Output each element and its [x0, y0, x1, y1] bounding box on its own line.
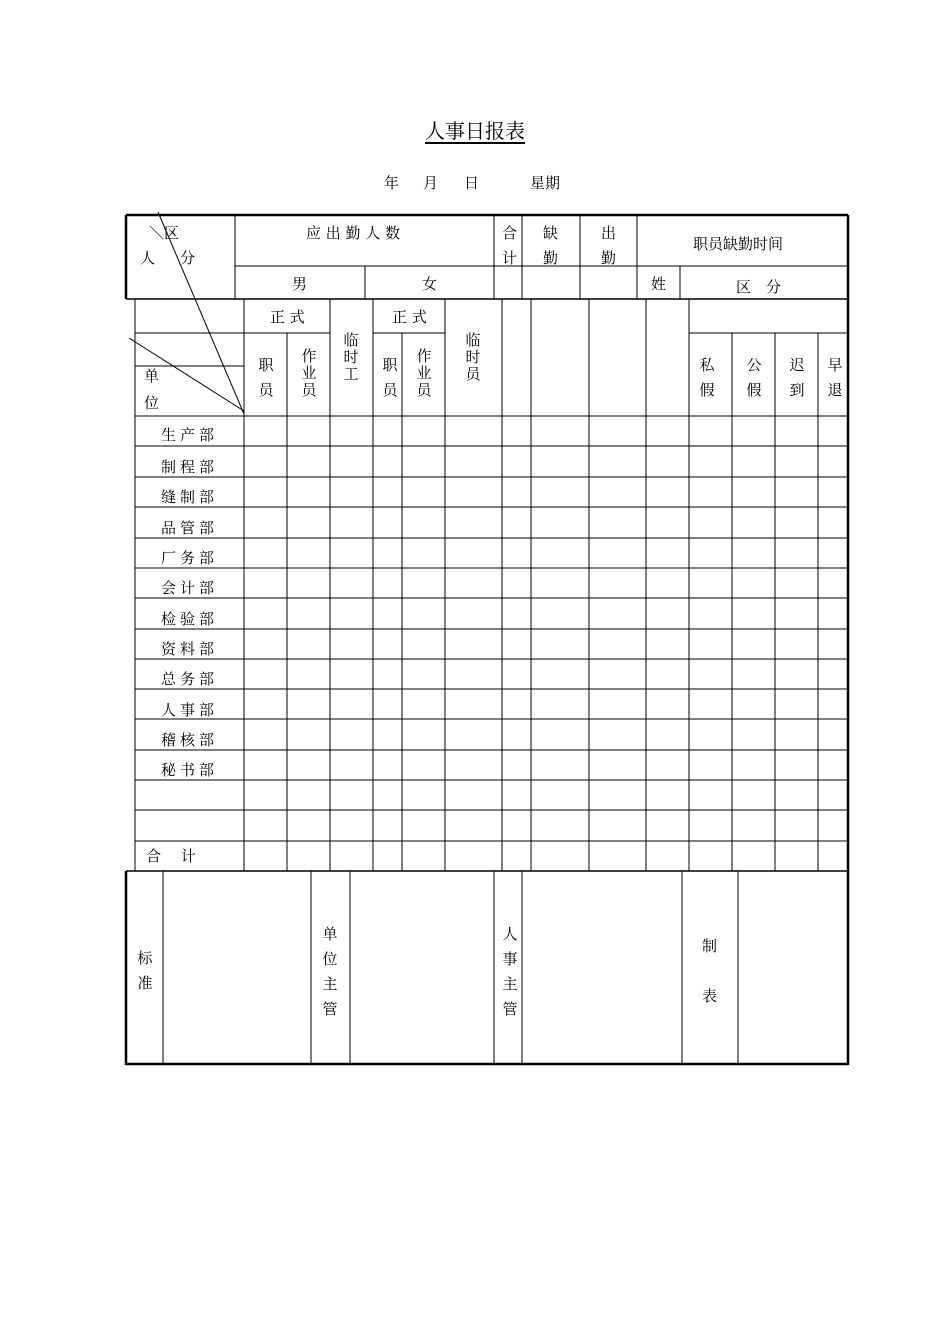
total-row-label: 合 计 — [146, 847, 196, 865]
prepared-by-label-bottom: 表 — [702, 987, 718, 1005]
total-header-top: 合 — [502, 224, 518, 242]
department-row-label: 生产部 — [161, 426, 219, 444]
department-row-label: 秘书部 — [161, 761, 219, 779]
male-worker-header: 作 业 员 — [301, 347, 317, 399]
corner-person-label: 人 — [140, 249, 156, 267]
date-day: 日 — [464, 174, 480, 192]
personal-leave-header: 私 假 — [699, 356, 715, 399]
department-row-label: 人事部 — [161, 701, 219, 719]
present-header-bottom: 勤 — [601, 249, 617, 267]
total-header-bottom: 计 — [502, 249, 518, 267]
temp-staff-header: 临 时 员 — [465, 331, 481, 383]
department-row-label: 品管部 — [161, 519, 219, 537]
department-row-label: 厂务部 — [161, 549, 219, 567]
department-row-label: 制程部 — [161, 458, 219, 476]
department-row-label: 检验部 — [161, 610, 219, 628]
unit-head-label: 单 位 主 管 — [322, 925, 338, 1018]
absent-header-top: 缺 — [543, 224, 559, 242]
standard-label: 标 准 — [137, 949, 153, 992]
early-leave-header: 早 退 — [827, 356, 843, 399]
department-row-label: 总务部 — [161, 670, 219, 688]
date-month: 月 — [423, 174, 439, 192]
date-year: 年 — [384, 174, 400, 192]
late-header: 迟 到 — [789, 356, 805, 399]
unit-label-top: 单 — [144, 367, 160, 385]
male-header: 男 — [292, 275, 308, 293]
prepared-by-label-top: 制 — [702, 937, 718, 955]
department-row-label: 缝制部 — [161, 488, 219, 506]
name-header: 姓 — [651, 275, 667, 293]
female-header: 女 — [422, 275, 438, 293]
department-row-label: 会计部 — [161, 579, 219, 597]
should-attend-header: 应 出 勤 人 数 — [306, 224, 401, 242]
hr-head-label: 人 事 主 管 — [502, 925, 518, 1018]
female-staff-header: 职 员 — [382, 356, 398, 399]
temp-worker-header: 临 时 工 — [343, 331, 359, 383]
corner-category-label: ＼区 — [149, 224, 180, 242]
category-header: 区 分 — [736, 278, 782, 296]
formal-female-header: 正 式 — [392, 308, 427, 326]
present-header-top: 出 — [601, 224, 617, 242]
female-worker-header: 作 业 员 — [416, 347, 432, 399]
department-row-label: 资料部 — [161, 640, 219, 658]
unit-label-bottom: 位 — [144, 394, 160, 412]
corner-fen-label: 分 — [180, 249, 196, 267]
absent-header-bottom: 勤 — [543, 249, 559, 267]
staff-absence-time-header: 职员缺勤时间 — [693, 235, 784, 253]
page-title: 人事日报表 — [425, 119, 525, 143]
department-row-label: 稽核部 — [161, 731, 219, 749]
male-staff-header: 职 员 — [258, 356, 274, 399]
official-leave-header: 公 假 — [746, 356, 762, 399]
formal-male-header: 正 式 — [270, 308, 305, 326]
date-weekday: 星期 — [530, 174, 561, 192]
